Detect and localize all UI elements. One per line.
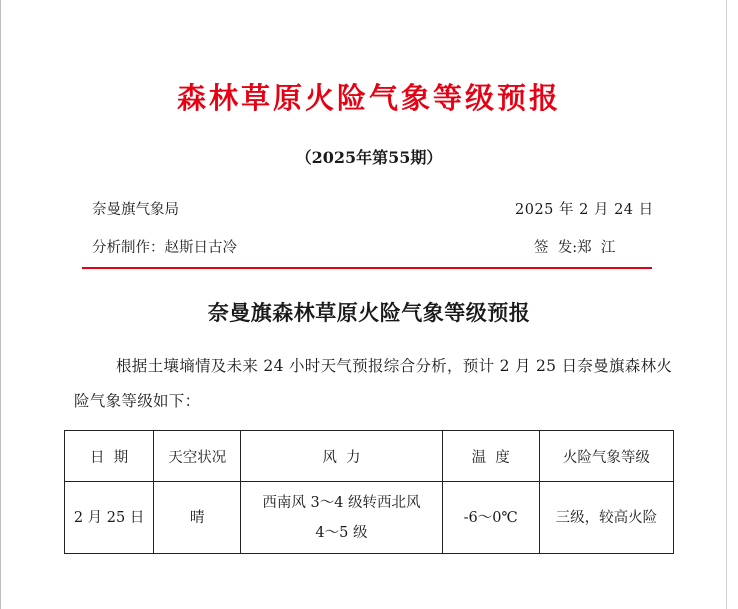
issue-date: 2025 年 2 月 24 日 (515, 202, 654, 218)
issuing-organization: 奈曼旗气象局 (92, 202, 179, 218)
forecast-table (64, 430, 674, 554)
red-divider-line (82, 267, 652, 269)
cell-fire-level: 三级，较高火险 (539, 482, 673, 554)
header-sky: 天空状况 (154, 431, 241, 482)
cell-wind (241, 482, 442, 554)
header-temperature: 温 度 (442, 431, 539, 482)
header-fire-level: 火险气象等级 (539, 431, 673, 482)
wind-line-2: 4～5 级 (315, 524, 368, 541)
header-date: 日 期 (65, 431, 154, 482)
signed-by: 签 发:郑 江 (534, 240, 616, 256)
table-header-row (65, 431, 674, 482)
issue-number: （2025年第55期） (295, 148, 443, 167)
cell-date: 2 月 25 日 (65, 482, 154, 554)
prepared-by: 分析制作：赵斯日古冷 (92, 240, 237, 256)
cell-temperature: -6～0℃ (442, 482, 539, 554)
document-title: 森林草原火险气象等级预报 (176, 81, 561, 115)
cell-sky: 晴 (154, 482, 241, 554)
wind-line-1: 西南风 3～4 级转西北风 (262, 494, 421, 511)
section-title: 奈曼旗森林草原火险气象等级预报 (207, 300, 531, 325)
table-row (65, 482, 674, 554)
forecast-paragraph: 根据土壤墒情及未来 24 小时天气预报综合分析，预计 2 月 25 日奈曼旗森林火险气象等级如下： (74, 357, 673, 410)
header-wind: 风 力 (241, 431, 442, 482)
